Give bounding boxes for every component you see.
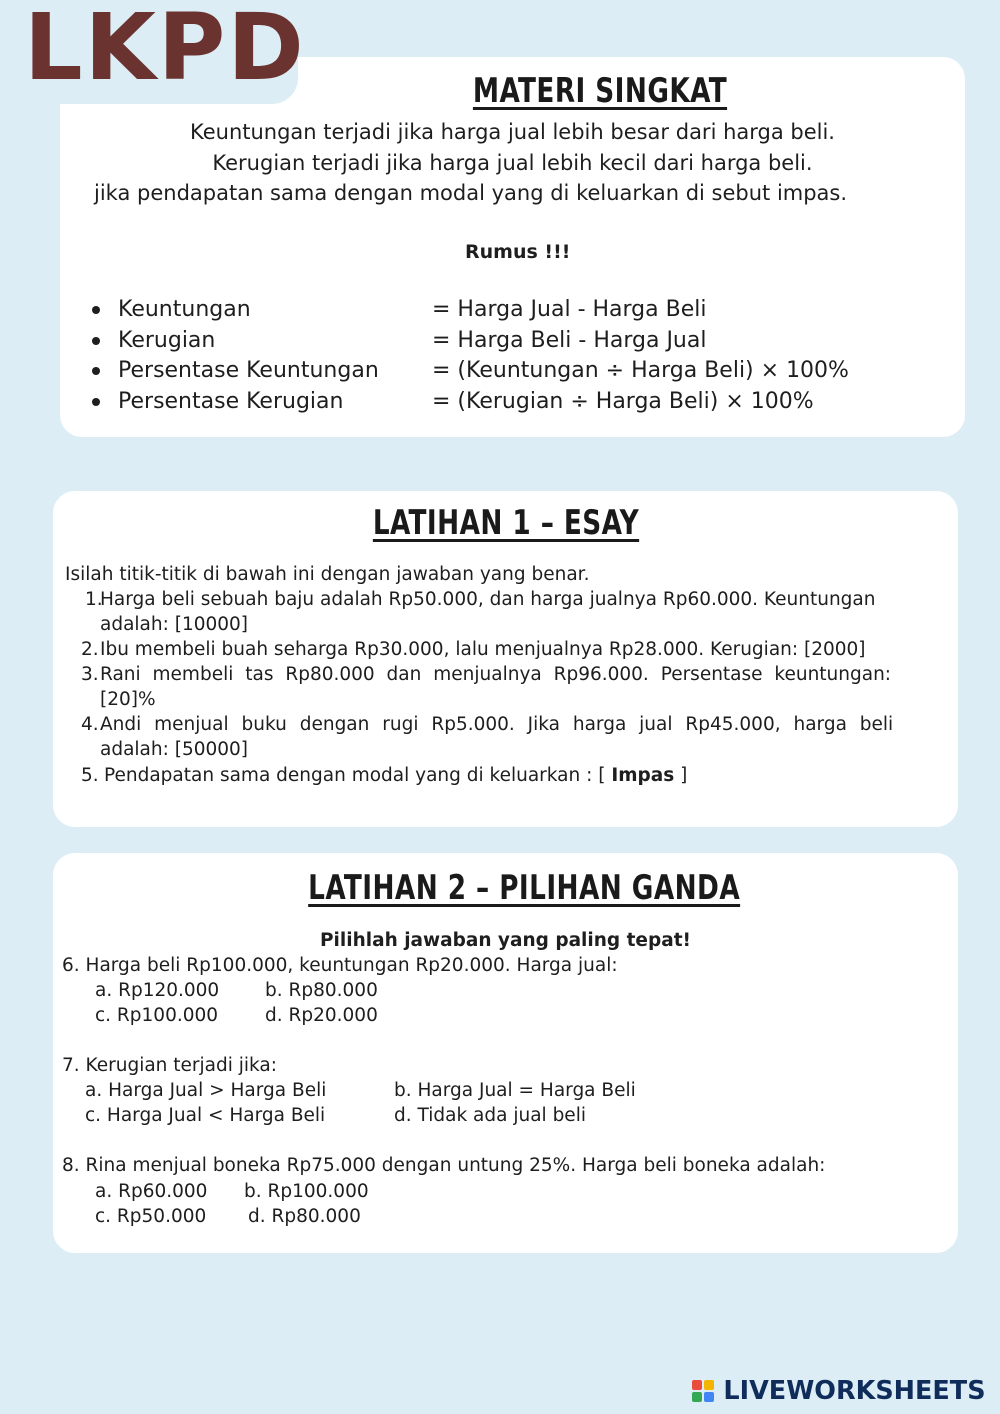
latihan2-card bbox=[53, 853, 958, 1253]
bullet-icon bbox=[92, 337, 100, 345]
materi-line-1: Keuntungan terjadi jika harga jual lebih besar dari harga beli. bbox=[189, 120, 835, 144]
item-text: Harga beli sebuah baju adalah Rp50.000, dan harga jualnya Rp60.000. Keuntungan bbox=[100, 589, 876, 610]
latihan1-title: LATIHAN 1 – ESAY bbox=[372, 503, 640, 543]
live-square-green bbox=[692, 1392, 702, 1402]
formula-expr: = (Kerugian ÷ Harga Beli) × 100% bbox=[432, 389, 814, 414]
item-number: 4. bbox=[81, 714, 99, 735]
latihan2-title: LATIHAN 2 – PILIHAN GANDA bbox=[308, 868, 741, 908]
option-8c[interactable]: c. Rp50.000 bbox=[95, 1206, 207, 1227]
question-8: 8. Rina menjual boneka Rp75.000 dengan untung 25%. Harga beli boneka adalah: bbox=[62, 1155, 826, 1176]
materi-line-2: Kerugian terjadi jika harga jual lebih kecil dari harga beli. bbox=[212, 151, 813, 175]
bullet-icon bbox=[92, 398, 100, 406]
live-square-yellow bbox=[704, 1380, 714, 1390]
option-7b[interactable]: b. Harga Jual = Harga Beli bbox=[394, 1080, 636, 1101]
live-grid-icon bbox=[692, 1380, 714, 1402]
question-7: 7. Kerugian terjadi jika: bbox=[62, 1055, 277, 1076]
item-number: 2. bbox=[81, 639, 99, 660]
option-8a[interactable]: a. Rp60.000 bbox=[95, 1181, 208, 1202]
answer-field[interactable]: [20]% bbox=[100, 689, 156, 710]
formula-label: Persentase Kerugian bbox=[118, 389, 344, 414]
answer-field[interactable]: adalah: [50000] bbox=[100, 739, 249, 760]
liveworksheets-logo[interactable] bbox=[692, 1376, 986, 1406]
option-7d[interactable]: d. Tidak ada jual beli bbox=[394, 1105, 586, 1126]
formula-expr: = (Keuntungan ÷ Harga Beli) × 100% bbox=[432, 358, 849, 383]
item-text-pre: Pendapatan sama dengan modal yang di keluarkan : [ bbox=[104, 765, 612, 786]
option-6c[interactable]: c. Rp100.000 bbox=[95, 1005, 219, 1026]
formula-label: Persentase Keuntungan bbox=[118, 358, 379, 383]
formula-label: Keuntungan bbox=[118, 297, 251, 322]
bullet-icon bbox=[92, 367, 100, 375]
option-7a[interactable]: a. Harga Jual > Harga Beli bbox=[85, 1080, 327, 1101]
rumus-label: Rumus !!! bbox=[465, 241, 571, 263]
formula-row bbox=[92, 297, 706, 322]
option-6b[interactable]: b. Rp80.000 bbox=[265, 980, 378, 1001]
live-square-red bbox=[692, 1380, 702, 1390]
question-6: 6. Harga beli Rp100.000, keuntungan Rp20.000. Harga jual: bbox=[62, 955, 618, 976]
item-text bbox=[104, 763, 687, 788]
item-text: Andi menjual buku dengan rugi Rp5.000. Jika harga jual Rp45.000, harga beli bbox=[100, 714, 894, 735]
option-6d[interactable]: d. Rp20.000 bbox=[265, 1005, 378, 1026]
bullet-icon bbox=[92, 306, 100, 314]
formula-row bbox=[92, 358, 849, 383]
materi-line-3: jika pendapatan sama dengan modal yang di keluarkan di sebut impas. bbox=[94, 181, 848, 205]
formula-label: Kerugian bbox=[118, 328, 216, 353]
materi-card bbox=[60, 57, 965, 437]
formula-row bbox=[92, 328, 706, 353]
materi-title: MATERI SINGKAT bbox=[472, 71, 728, 111]
formula-expr: = Harga Beli - Harga Jual bbox=[432, 328, 707, 353]
live-square-blue bbox=[704, 1392, 714, 1402]
answer-field[interactable]: Impas bbox=[611, 765, 675, 786]
latihan2-instruction: Pilihlah jawaban yang paling tepat! bbox=[320, 930, 691, 951]
item-number: 5. bbox=[81, 765, 99, 786]
item-text-post: ] bbox=[674, 765, 688, 786]
formula-expr: = Harga Jual - Harga Beli bbox=[432, 297, 707, 322]
option-8b[interactable]: b. Rp100.000 bbox=[244, 1181, 369, 1202]
option-6a[interactable]: a. Rp120.000 bbox=[95, 980, 220, 1001]
item-number: 1. bbox=[85, 589, 103, 610]
latihan1-instruction: Isilah titik-titik di bawah ini dengan jawaban yang benar. bbox=[65, 564, 590, 585]
latihan1-card bbox=[53, 491, 958, 827]
item-number: 3. bbox=[81, 664, 99, 685]
answer-field[interactable]: adalah: [10000] bbox=[100, 614, 249, 635]
option-8d[interactable]: d. Rp80.000 bbox=[248, 1206, 361, 1227]
item-text[interactable]: Ibu membeli buah seharga Rp30.000, lalu menjualnya Rp28.000. Kerugian: [2000] bbox=[100, 639, 866, 660]
liveworksheets-text: LIVEWORKSHEETS bbox=[723, 1376, 986, 1406]
formula-row bbox=[92, 389, 814, 414]
lkpd-logo: LKPD bbox=[24, 0, 306, 101]
item-text: Rani membeli tas Rp80.000 dan menjualnya Rp96.000. Persentase keuntungan: bbox=[100, 664, 892, 685]
option-7c[interactable]: c. Harga Jual < Harga Beli bbox=[85, 1105, 326, 1126]
